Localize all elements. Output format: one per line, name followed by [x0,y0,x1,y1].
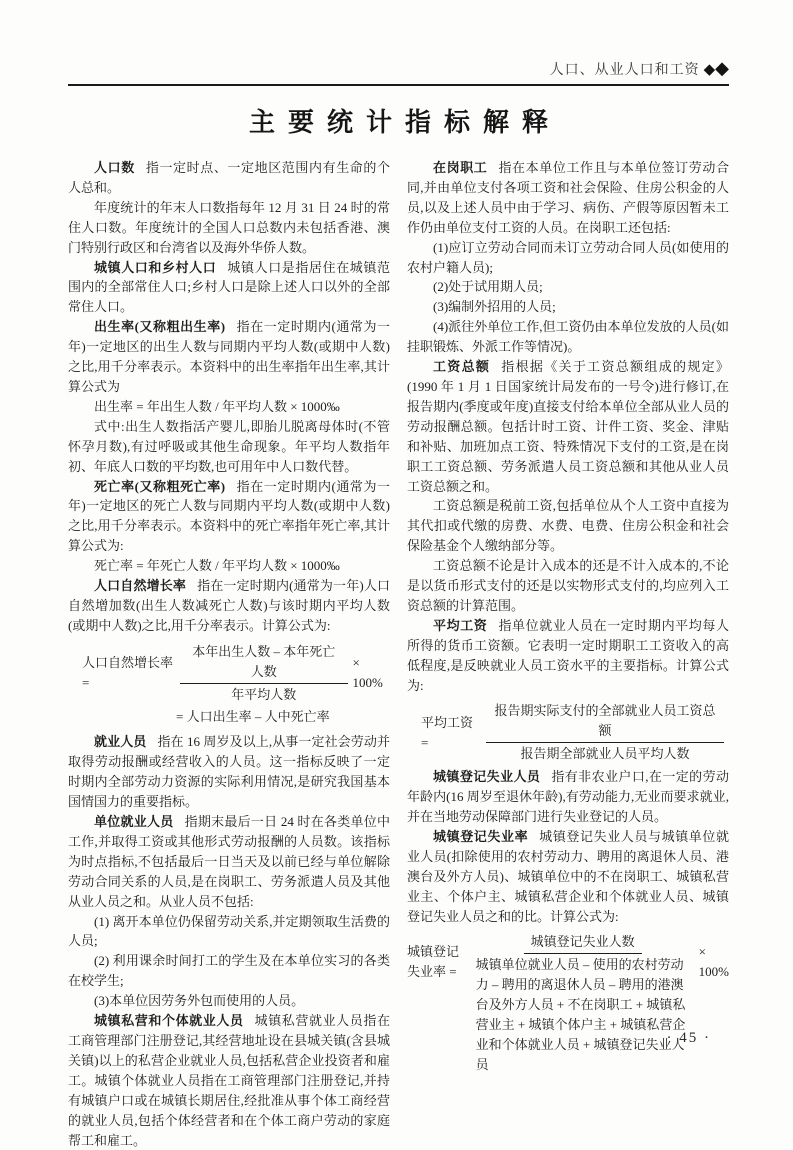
para-staff-on-duty [407,158,729,238]
diamond-icons [704,58,729,79]
left-column [68,158,390,1150]
text-death-rate: 指在一定时期内(通常为一年)一定地区的死亡人数与同期内平均人数(或期中人数)之比,用千分率表示。本资料中的死亡率指年死亡率,其计算公式为: [68,478,390,554]
section-label: 人口、从业人口和工资 [549,61,700,77]
text-list-item-1: (1) 离开本单位仍保留劳动关系,并定期领取生活费的人员; [68,913,390,949]
average-wage-denominator: 报告期全部就业人员平均人数 [520,746,690,762]
text-urban-rural: 城镇人口是指居住在城镇范围内的全部常住人口;乡村人口是除上述人口以外的全部常住人口。 [68,259,390,315]
text-unit-employed: 指期末最后一日 24 时在各类单位中工作,并取得工资或其他形式劳动报酬的人员数。该指标为时点指标,不包括最后一日当天及以前已经与单位解除劳动合同关系的人员,是在岗职工、劳务派遣人员及其他从业人员之和。从业人员不包括: [68,814,390,909]
two-column-body [68,158,729,1150]
unemployment-rate-formula-lhs: 城镇登记失业率 = [407,944,460,980]
natural-growth-formula-rhs: × 100% [352,655,383,691]
average-wage-formula [421,701,729,764]
page-number: · 45 · [666,1030,711,1046]
text-list-item-3: (3)本单位因劳务外包而使用的人员。 [94,993,305,1009]
para-formula-note [68,417,390,477]
para-unit-employed [68,812,390,912]
term-staff-on-duty: 在岗职工 [433,160,488,175]
para-death-rate [68,477,390,557]
text-pretax-wages: 工资总额是税前工资,包括单位从个人工资中直接为其代扣或代缴的房费、水费、电费、住房公积金和社会保险基金个人缴纳部分等。 [407,498,729,554]
header-rule [68,84,729,86]
text-private-individual: 城镇私营就业人员指在工商管理部门注册登记,其经营地址设在县城关镇(含县城关镇)以上的私营企业就业人员,包括私营企业投资者和雇工。城镇个体就业人员指在工商管理部门注册登记,并持有城镇户口或在城镇长期居住,经批准从事个体工商经营的就业人员,包括个体经营者和在个体工商户劳动的家庭帮工和雇工。 [68,1013,390,1148]
list-item-1 [68,912,390,952]
natural-growth-denominator: 年平均人数 [231,686,297,702]
natural-growth-formula-line2: = 人口出生率 – 人中死亡率 [176,709,330,725]
average-wage-formula-lhs: 平均工资 = [421,714,474,750]
diamond-large-icon: ◆ [715,58,729,78]
term-employed-persons: 就业人员 [94,734,147,750]
text-formula-note: 式中:出生人数指活产婴儿,即胎儿脱离母体时(不管怀孕月数),有过呼吸或其他生命现象。年平均人数指年初、年底人口数的平均数,也可用年中人口数代替。 [68,418,390,474]
text-right-item-4: (4)派往外单位工作,但工资仍由本单位发放的人员(如挂职锻炼、外派工作等情况)。 [407,319,729,355]
term-population-count: 人口数 [94,160,135,175]
text-population-count: 指一定时点、一定地区范围内有生命的个人总和。 [68,160,390,195]
para-wage-scope [407,556,729,616]
unemployment-rate-formula-rhs: × 100% [698,944,730,980]
para-total-wages [407,357,729,496]
right-list-item-3 [407,297,729,317]
term-unemployment-rate: 城镇登记失业率 [433,828,529,844]
text-right-item-3: (3)编制外招用的人员; [433,299,556,315]
text-right-item-1: (1)应订立劳动合同而未订立劳动合同人员(如使用的农村户籍人员); [407,239,729,275]
right-list-item-1 [407,238,729,278]
average-wage-fraction [486,701,724,764]
para-population-count [68,158,390,198]
average-wage-numerator: 报告期实际支付的全部就业人员工资总额 [486,701,724,743]
term-private-individual: 城镇私营和个体就业人员 [94,1013,244,1029]
term-natural-growth: 人口自然增长率 [94,578,187,594]
term-urban-rural: 城镇人口和乡村人口 [94,259,217,275]
text-total-wages: 指根据《关于工资总额组成的规定》(1990 年 1 月 1 日国家统计局发布的一号令)进行修订,在报告期内(季度或年度)直接支付给本单位全部从业人员的劳动报酬总额。包括计时工资、计件工资、奖金、津贴和补贴、加班加点工资、特殊情况下支付的工资,是在岗职工工资总额、劳务派遣人员工资总额和其他从业人员工资总额之和。 [407,359,729,494]
term-average-wage: 平均工资 [433,617,488,633]
right-column [407,158,729,1150]
right-list-item-4 [407,317,729,357]
text-birth-rate: 指在一定时期内(通常为一年)一定地区的出生人数与同期内平均人数(或期中人数)之比,用千分率表示。本资料中的出生率指年出生率,其计算公式为 [68,319,390,394]
text-wage-scope: 工资总额不论是计入成本的还是不计入成本的,不论是以货币形式支付的还是以实物形式支付的,均应列入工资总额的计算范围。 [407,558,729,613]
term-birth-rate: 出生率(又称粗出生率) [94,319,226,335]
term-death-rate: 死亡率(又称粗死亡率) [94,478,226,494]
term-registered-unemployed: 城镇登记失业人员 [433,769,541,785]
term-unit-employed: 单位就业人员 [94,814,174,829]
running-header [68,58,729,79]
para-pretax-wages [407,496,729,556]
para-private-individual [68,1011,390,1150]
para-natural-growth [68,576,390,636]
term-total-wages: 工资总额 [433,359,491,375]
diamond-small-icon: ◆ [703,61,716,78]
page-title: 主要统计指标解释 [248,108,561,137]
unemployment-rate-fraction [472,932,694,1074]
para-registered-unemployed [407,767,729,827]
para-employed-persons [68,732,390,812]
death-rate-formula: 死亡率 = 年死亡人数 / 年平均人数 × 1000‰ [94,558,340,574]
para-urban-rural [68,258,390,318]
para-annual-stats [68,198,390,258]
natural-growth-fraction [180,642,348,705]
unemployment-rate-numerator: 城镇登记失业人数 [524,932,642,954]
text-right-item-2: (2)处于试用期人员; [433,279,543,295]
natural-growth-formula-lhs: 人口自然增长率 = [82,655,174,691]
text-annual-stats: 年度统计的年末人口数指每年 12 月 31 日 24 时的常住人口数。年度统计的全国人口总数内未包括香港、澳门特别行政区和台湾省以及海外华侨人数。 [68,199,390,255]
unemployment-rate-denominator: 城镇单位就业人员 – 使用的农村劳动力 – 聘用的离退休人员 – 聘用的港澳台及外方人员 + 不在岗职工 + 城镇私营业主 + 城镇个体户主 + 城镇私营企业和个体就业人员 + 城镇登记失业人员 [475,957,686,1072]
right-list-item-2 [407,277,729,297]
text-natural-growth: 指在一定时期内(通常为一年)人口自然增加数(出生人数减死亡人数)与该时期内平均人数(或期中人数)之比,用千分率表示。计算公式为: [68,578,390,633]
unemployment-rate-formula [407,932,729,1074]
text-average-wage: 指单位就业人员在一定时期内平均每人所得的货币工资额。它表明一定时期职工工资收入的高低程度,是反映就业人员工资水平的主要指标。计算公式为: [407,617,729,693]
text-registered-unemployed: 指有非农业户口,在一定的劳动年龄内(16 周岁至退休年龄),有劳动能力,无业而要求就业,并在当地劳动保障部门进行失业登记的人员。 [407,769,729,824]
list-item-2 [68,951,390,991]
list-item-3 [68,991,390,1011]
text-unemployment-rate: 城镇登记失业人员与城镇单位就业人员(扣除使用的农村劳动力、聘用的离退休人员、港澳台及外方人员)、城镇单位中的不在岗职工、城镇私营业主、个体户主、城镇私营企业和个体就业人员、城镇登记失业人员之和的比。计算公式为: [407,828,729,924]
para-average-wage [407,616,729,696]
text-employed-persons: 指在 16 周岁及以上,从事一定社会劳动并取得劳动报酬或经营收入的人员。这一指标反映了一定时期内全部劳动力资源的实际利用情况,是研究我国基本国情国力的重要指标。 [68,734,390,810]
para-birth-rate [68,317,390,397]
natural-growth-numerator: 本年出生人数 – 本年死亡人数 [180,642,348,684]
para-unemployment-rate [407,827,729,927]
birth-rate-formula: 出生率 = 年出生人数 / 年平均人数 × 1000‰ [94,398,340,414]
text-list-item-2: (2) 利用课余时间打工的学生及在本单位实习的各类在校学生; [68,953,390,989]
natural-growth-formula [82,642,390,705]
text-staff-on-duty: 指在本单位工作且与本单位签订劳动合同,并由单位支付各项工资和社会保险、住房公积金的人员,以及上述人员中由于学习、病伤、产假等原因暂未工作仍由单位支付工资的人员。在岗职工还包括: [407,160,729,235]
